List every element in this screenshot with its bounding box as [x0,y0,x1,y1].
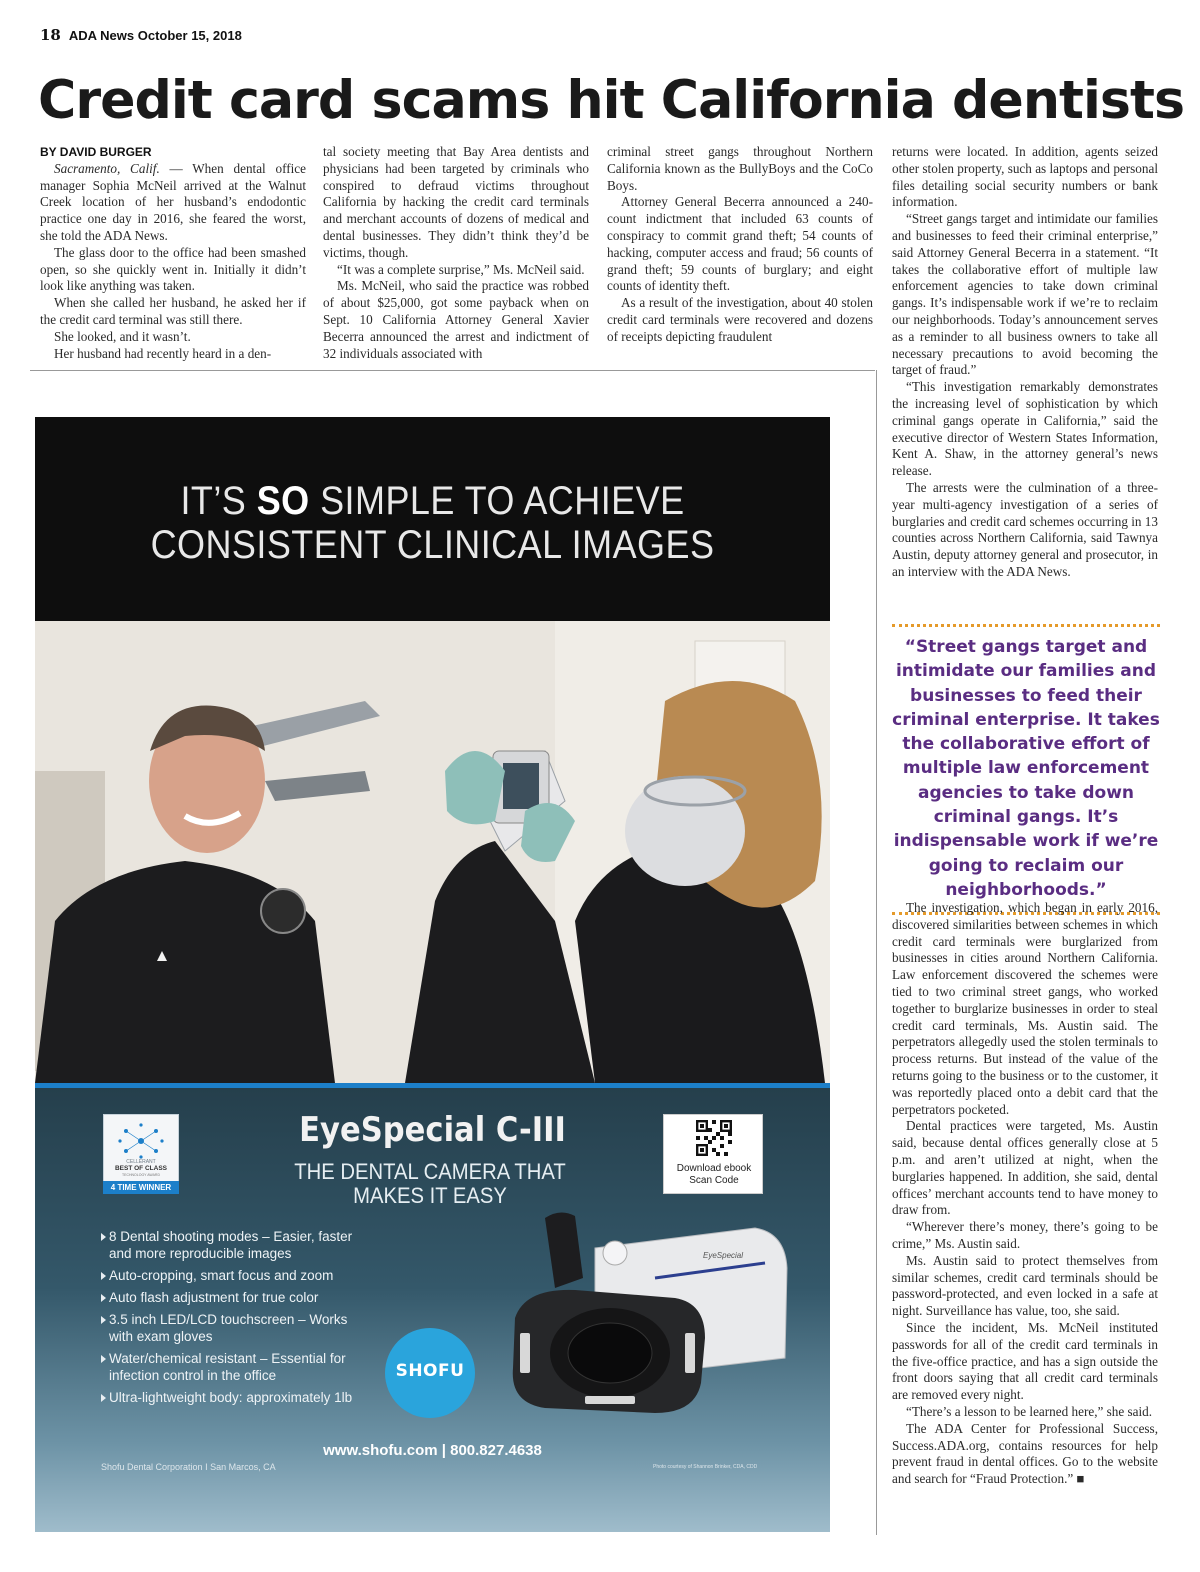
article-paragraph: Sacramento, Calif. — When dental office manager Sophia McNeil arrived at the Walnut Creek location of her husband’s endodontic practice one day in 2016, she feared the worst, she told the ADA News. [40,160,306,243]
award-line-2: BEST OF CLASS [114,1165,167,1172]
ad-photo [35,621,830,1083]
dateline: Sacramento, Calif. [54,160,160,176]
award-bar: 4 TIME WINNER [103,1181,179,1194]
article-paragraph: Attorney General Becerra announced a 240-count indictment that included 63 counts of conspiracy to commit grand theft; 54 counts of hacking, computer access and fraud; 56 counts of grand theft; 59 counts of burglary; and eight counts of identity theft. [607,194,873,294]
product-subtitle: THE DENTAL CAMERA THAT MAKES IT EASY [294,1159,566,1208]
article-column-4-continued [892,900,1158,1488]
ad-contact-line[interactable]: www.shofu.com | 800.827.4638 [323,1442,542,1459]
pull-quote-text: “Street gangs target and intimidate our families and businesses to feed their criminal enterprise. It takes the collaborative effort of multiple law enforcement agencies to take down criminal gangs. It’s indispensable work if we’re going to reclaim our neighborhoods.” [892,637,1160,900]
article-paragraph: “There’s a lesson to be learned here,” she said. [906,1403,1153,1419]
feature-item: Water/chemical resistant – Essential for infection control in the office [101,1350,361,1384]
article-paragraph: She looked, and it wasn’t. [54,328,191,344]
article-paragraph: Ms. Austin said to protect themselves from similar schemes, credit card terminals should be password-protected, and even locked in a safe at night. Surveillance has value, too, she said. [892,1252,1158,1319]
article-paragraph: tal society meeting that Bay Area dentists and physicians had been targeted by criminals who conspired to defraud victims throughout California by hacking the credit card terminals and merchant accounts of dozens of medical and dental businesses. They didn’t think they’d be victims, though. [323,144,589,260]
ad-corporation: Shofu Dental Corporation I San Marcos, CA [101,1462,276,1472]
advertisement [35,417,830,1532]
feature-item: Ultra-lightweight body: approximately 1lb [101,1389,361,1406]
ad-product-panel [35,1088,830,1532]
camera-label: EyeSpecial [703,1251,744,1260]
shofu-logo [385,1328,475,1418]
article-paragraph: The arrests were the culmination of a three-year multi-agency investigation of a series of burglaries and credit card schemes occurring in 13 counties across Northern California, said Tawnya Austin, deputy attorney general and prosecutor, in an interview with the ADA News. [892,479,1158,579]
article-paragraph: As a result of the investigation, about 40 stolen credit card terminals were recovered and dozens of receipts depicting fraudulent [607,295,873,344]
article-paragraph: The ADA Center for Professional Success, Success.ADA.org, contains resources for help prevent fraud in dental offices. Go to the website and search for “Fraud Protection.” ■ [892,1420,1158,1487]
pull-quote [892,624,1160,915]
pull-quote-top-rule [892,624,1160,627]
article-paragraph: The investigation, which began in early 2016, discovered similarities between schemes in which credit card terminals were burglarized from businesses in cities around Northern California. Law enforcement discovered the schemes were tied to two criminal street gangs, who worked together to burglarize businesses in order to steal credit card terminals, Ms. Austin said. The perpetrators allegedly used the stolen terminals to process returns. But instead of the value of the returns going to the business or to the customer, it was reportedly placed onto a debit card that the perpetrators pocketed. [892,900,1158,1117]
qr-code-icon [696,1120,732,1156]
article-column-3 [607,144,873,346]
article-column-4 [892,144,1158,581]
award-line-3: TECHNOLOGY AWARD [122,1173,160,1177]
article-paragraph: Her husband had recently heard in a den- [54,345,272,361]
ad-photo-credit: Photo courtesy of Shannon Brinker, CDA, CDD [653,1464,758,1470]
publication-date: ADA News October 15, 2018 [68,28,242,43]
article-paragraph: “This investigation remarkably demonstrates the increasing level of sophistication by which criminal gangs operate in California,” said the executive director of Western States Information, Kent A. Shaw, in the attorney general’s news release. [892,379,1158,479]
article-column-2 [323,144,589,362]
page-number: 18 [40,26,61,44]
brand-name: SHOFU [395,1361,465,1381]
byline: BY DAVID BURGER [40,145,152,159]
ad-frame-rule [30,370,875,371]
feature-item: Auto-cropping, smart focus and zoom [101,1267,361,1284]
article-paragraph: “It was a complete surprise,” Ms. McNeil said. [337,261,585,277]
feature-item: 3.5 inch LED/LCD touchscreen – Works with exam gloves [101,1311,361,1345]
ad-header [35,417,830,621]
feature-item: 8 Dental shooting modes – Easier, faster and more reproducible images [101,1228,361,1262]
qr-code-box[interactable] [663,1114,763,1194]
article-paragraph: criminal street gangs throughout Northern California known as the BullyBoys and the CoCo Boys. [607,144,873,193]
article-paragraph: Dental practices were targeted, Ms. Austin said, because dental offices generally close at 5 p.m. and aren’t utilized at night, when the burglaries happened. In addition, she said, dental offices’ merchant accounts tend to have money to draw from. [892,1118,1158,1218]
article-paragraph: “Wherever there’s money, there’s going to be crime,” Ms. Austin said. [892,1219,1158,1251]
product-name: EyeSpecial C-III [299,1110,566,1150]
feature-list [101,1228,361,1411]
award-line-1: CELLERANT [126,1159,156,1165]
article-paragraph: “Street gangs target and intimidate our families and businesses to feed their criminal enterprise,” said Attorney General Becerra in a statement. “It takes the collaborative effort of multiple law enforcement agencies to take down criminal gangs. It’s indispensable work if we’re to reclaim our neighborhoods. Today’s announcement serves as a reminder to all business owners to take all necessary precautions to avoid becoming the target of fraud.” [892,211,1158,378]
column-divider [876,370,877,1535]
article-column-1 [40,144,306,362]
page-folio [40,26,242,44]
article-paragraph: When she called her husband, he asked her if the credit card terminal was still there. [40,295,306,327]
camera-product-illustration [505,1208,795,1423]
feature-item: Auto flash adjustment for true color [101,1289,361,1306]
article-paragraph: Ms. McNeil, who said the practice was robbed of about $25,000, got some payback when on Sept. 10 California Attorney General Xavier Becerra announced the arrest and indictment of 32 individuals associated with [323,278,589,361]
article-paragraph: Since the incident, Ms. McNeil instituted passwords for all of the credit card terminals in the five-office practice, and has a sign outside the front doors saying that all credit card terminals are removed every night. [892,1319,1158,1403]
article-paragraph: returns were located. In addition, agents seized other stolen property, such as laptops and personal files detailing social security numbers or bank information. [892,144,1158,210]
clinic-photo-illustration [35,621,830,1083]
qr-caption: Download ebook Scan Code [676,1163,752,1186]
article-headline: Credit card scams hit California dentists [38,70,1185,131]
article-paragraph: The glass door to the office had been smashed open, so she quickly went in. Initially it didn’t look like anything was taken. [40,244,306,294]
ad-headline: IT’S SO SIMPLE TO ACHIEVE CONSISTENT CLINICAL IMAGES [150,479,715,567]
